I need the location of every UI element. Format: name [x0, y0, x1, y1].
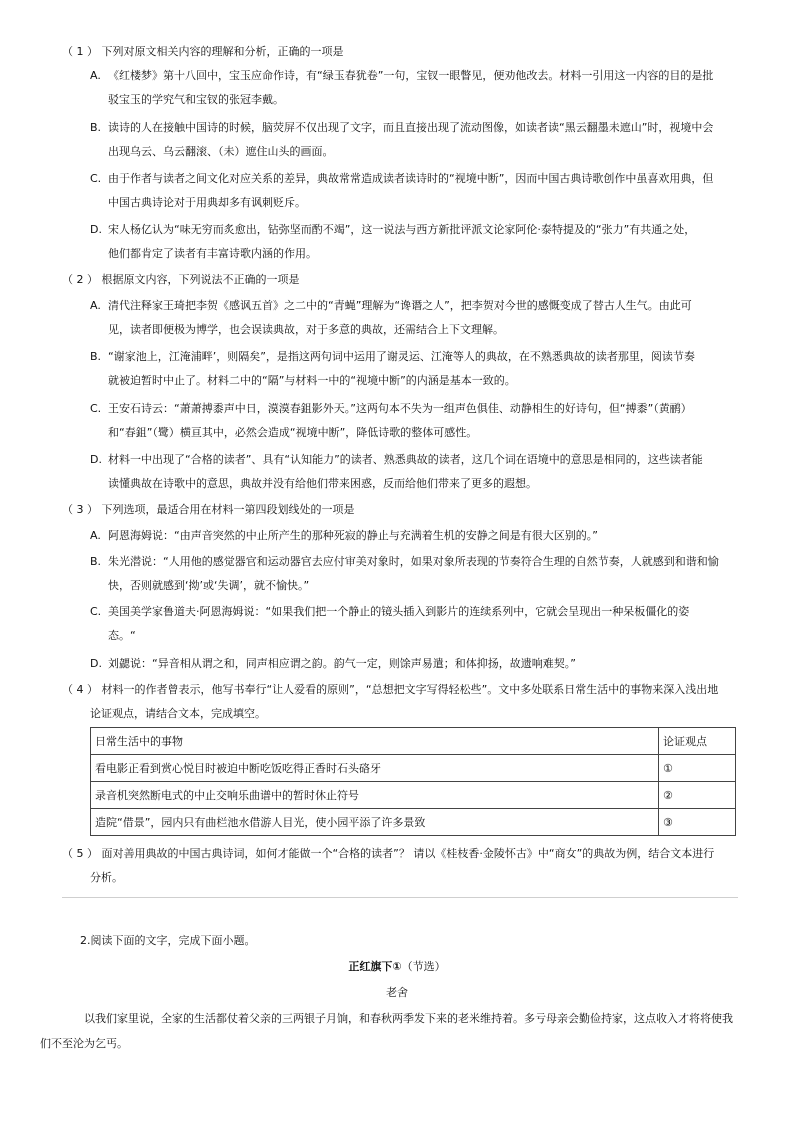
q1-option-c: [90, 167, 738, 215]
option-label: C.: [90, 605, 102, 618]
table-header-cell: 日常生活中的事物: [91, 728, 659, 755]
option-text-cont: 他们都肯定了读者有丰富诗歌内涵的作用。: [108, 247, 317, 260]
option-text: 清代注释家王琦把李贺《感讽五首》之二中的“青蝇”理解为“谗谮之人”，把李贺对今世的感慨变成了替古人生气。由此可: [108, 299, 692, 312]
option-text: 阿恩海姆说：“由声音突然的中止所产生的那种死寂的静止与充满着生机的安静之间是有很大区别的。”: [108, 529, 598, 542]
option-text-cont: 快，否则就感到‘拗’或‘失调’，就不愉快。”: [108, 579, 310, 592]
q2-option-c: [90, 397, 738, 445]
q3-option-d: [90, 652, 738, 676]
option-label: B.: [90, 555, 102, 568]
table-cell-blank: ③: [659, 809, 736, 836]
question-4-stem: [62, 678, 742, 726]
option-text: 刘勰说：“异音相从谓之和，同声相应谓之韵。韵气一定，则馀声易遣；和体抑扬，故遗响难契。”: [108, 657, 576, 670]
option-text-cont: 就被迫暂时中止了。材料二中的“隔”与材料一中的“视境中断”的内涵是基本一致的。: [108, 374, 516, 387]
option-label: D.: [90, 223, 102, 236]
q1-option-b: [90, 116, 738, 164]
table-row: [91, 755, 736, 782]
table-header-cell: 论证观点: [659, 728, 736, 755]
passage-title-text: 正红旗下①: [348, 960, 402, 973]
q3-option-c: [90, 600, 738, 648]
option-text-cont: 见，读者即便极为博学，也会误读典故，对于多意的典故，还需结合上下文理解。: [108, 323, 504, 336]
option-label: A.: [90, 69, 101, 82]
option-label: C.: [90, 402, 102, 415]
option-label: D.: [90, 657, 102, 670]
table-cell-blank: ②: [659, 782, 736, 809]
option-text: 王安石诗云：“萧萧搏黍声中日，漠漠春鉏影外天。”这两句本不失为一组声色俱佳、动静相生的好诗句，但“搏黍”（黄鹂）: [108, 402, 692, 415]
option-text-cont: 中国古典诗论对于用典却多有讽刺贬斥。: [108, 196, 306, 209]
option-text: 由于作者与读者之间文化对应关系的差异，典故常常造成读者读诗时的“视境中断”，因而中国古典诗歌创作中虽喜欢用典，但: [108, 172, 714, 185]
table-cell: 造院“借景”，园内只有曲栏池水借游人目光，使小园平添了许多景致: [91, 809, 659, 836]
option-label: A.: [90, 529, 101, 542]
option-text: 《红楼梦》第十八回中，宝玉应命作诗，有“绿玉春犹卷”一句，宝钗一眼瞥见，便劝他改去。材料一引用这一内容的目的是批: [108, 69, 714, 82]
fill-table: [90, 727, 736, 836]
section-2-instruction: 2.阅读下面的文字，完成下面小题。: [80, 934, 256, 947]
option-text-cont: 读懂典故在诗歌中的意思，典故并没有给他们带来困惑，反而给他们带来了更多的遐想。: [108, 477, 537, 490]
table-cell: 录音机突然断电式的中止交响乐曲谱中的暂时休止符号: [91, 782, 659, 809]
q1-option-d: [90, 218, 738, 266]
q2-option-b: [90, 345, 738, 393]
q3-option-b: [90, 550, 738, 598]
q4-stem-line2: 论证观点，请结合文本，完成填空。: [90, 707, 266, 720]
passage-title-note: （节选）: [401, 960, 446, 973]
q5-stem-line2: 分析。: [90, 871, 123, 884]
table-row: [91, 782, 736, 809]
option-text: “谢家池上，江淹浦畔’，则隔矣”，是指这两句词中运用了谢灵运、江淹等人的典故，在不熟悉典故的读者那里，阅读节奏: [108, 350, 695, 363]
question-3-stem: （ 3 ） 下列选项，最适合用在材料一第四段划线处的一项是: [62, 503, 355, 516]
option-label: D.: [90, 453, 102, 466]
q5-stem-line1: （ 5 ） 面对善用典故的中国古典诗词，如何才能做一个“合格的读者”？ 请以《桂枝香·金陵怀古》中“商女”的典故为例，结合文本进行: [62, 847, 715, 860]
question-2-stem: （ 2 ） 根据原文内容，下列说法不正确的一项是: [62, 273, 300, 286]
q1-option-a: [90, 64, 738, 112]
option-label: A.: [90, 299, 101, 312]
paragraph-line: 以我们家里说，全家的生活都仗着父亲的三两银子月饷，和春秋两季发下来的老米维持着。多亏母亲会勤俭持家，这点收入才将将使我: [84, 1012, 733, 1025]
option-label: B.: [90, 121, 102, 134]
passage-author: 老舍: [386, 986, 408, 999]
option-text-cont: 出现乌云、乌云翻滚、（未）遮住山头的画面。: [108, 145, 334, 158]
question-5-stem: [62, 842, 742, 890]
passage-paragraph: [40, 1006, 742, 1056]
section-divider: [62, 897, 738, 898]
option-text: 朱光潜说：“人用他的感觉器官和运动器官去应付审美对象时，如果对象所表现的节奏符合生理的自然节奏，人就感到和谐和愉: [108, 555, 719, 568]
option-text: 宋人杨亿认为“味无穷而炙愈出，钻弥坚而酌不竭”，这一说法与西方新批评派文论家阿伦·泰特提及的“张力”有共通之处，: [108, 223, 696, 236]
table-header-row: [91, 728, 736, 755]
q2-option-a: [90, 294, 738, 342]
q3-option-a: [90, 524, 738, 548]
table-row: [91, 809, 736, 836]
q2-option-d: [90, 448, 738, 496]
table-cell-blank: ①: [659, 755, 736, 782]
q4-stem-line1: （ 4 ） 材料一的作者曾表示，他写书奉行“让人爱看的原则”，“总想把文字写得轻松些”。文中多处联系日常生活中的事物来深入浅出地: [62, 683, 719, 696]
option-text-cont: 和“春鉏”（鹭）横亘其中，必然会造成“视境中断”，降低诗歌的整体可感性。: [108, 426, 478, 439]
option-label: C.: [90, 172, 102, 185]
option-text-cont: 态。“: [108, 629, 136, 642]
question-1-stem: （ 1 ） 下列对原文相关内容的理解和分析，正确的一项是: [62, 45, 344, 58]
option-text-cont: 驳宝玉的学究气和宝钗的张冠李戴。: [108, 93, 284, 106]
passage-title: [0, 956, 794, 978]
option-text: 读诗的人在接触中国诗的时候，脑荧屏不仅出现了文字，而且直接出现了流动图像，如读者读“黑云翻墨未遮山”时，视境中会: [108, 121, 714, 134]
table-cell: 看电影正看到赏心悦目时被迫中断吃饭吃得正香时石头硌牙: [91, 755, 659, 782]
option-label: B.: [90, 350, 102, 363]
option-text: 材料一中出现了“合格的读者”、具有“认知能力”的读者、熟悉典故的读者，这几个词在语境中的意思是相同的，这些读者能: [108, 453, 703, 466]
option-text: 美国美学家鲁道夫·阿恩海姆说：“如果我们把一个静止的镜头插入到影片的连续系列中，它就会呈现出一种呆板僵化的姿: [108, 605, 690, 618]
paragraph-line: 们不至沦为乞丐。: [40, 1037, 128, 1050]
